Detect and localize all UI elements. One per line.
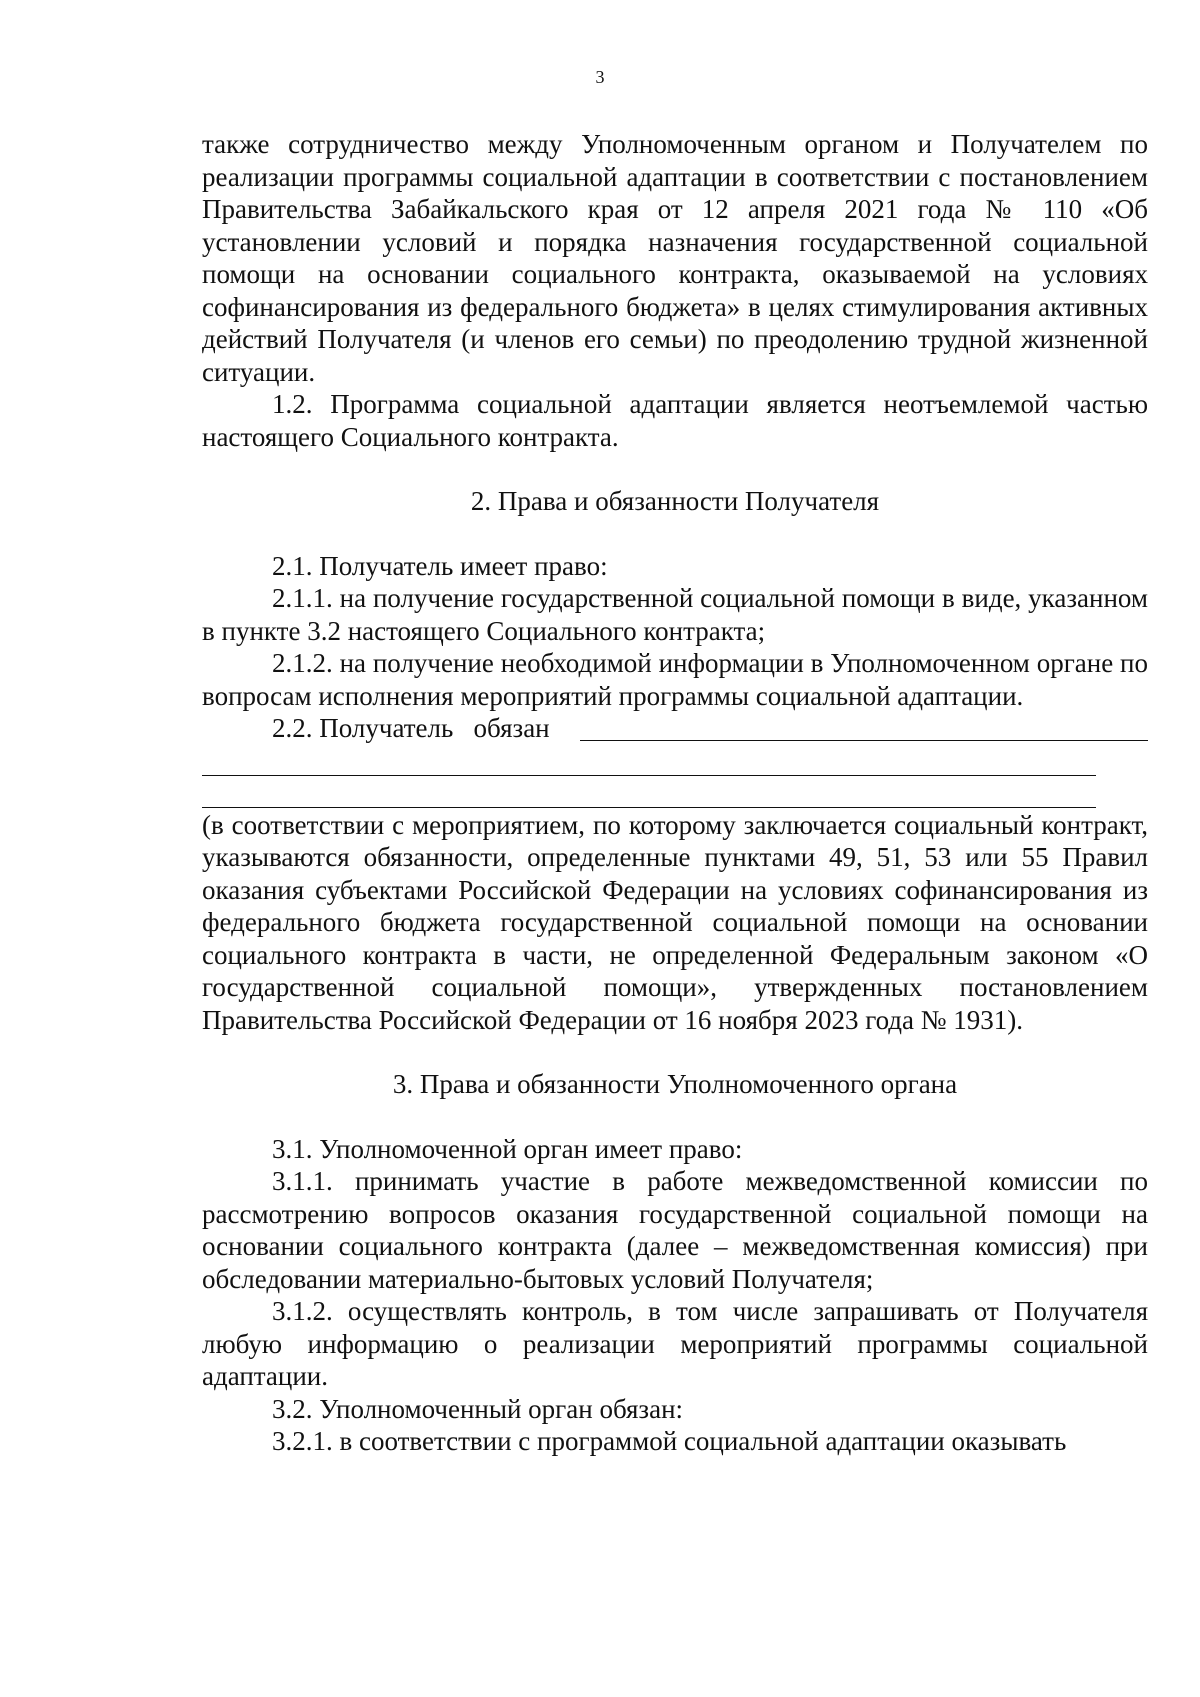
paragraph-2-1-2: 2.1.2. на получение необходимой информации в Уполномоченном органе по вопросам исполнения мероприятий программы социальной адаптации. <box>202 648 1148 711</box>
document-body <box>202 128 1148 1458</box>
paragraph-2-1: 2.1. Получатель имеет право: <box>272 550 608 581</box>
paragraph-2-1-1: 2.1.1. на получение государственной социальной помощи в виде, указанном в пункте 3.2 настоящего Социального контракта; <box>202 583 1148 646</box>
spacer <box>202 1036 1148 1068</box>
section-heading-3: 3. Права и обязанности Уполномоченного органа <box>392 1069 958 1099</box>
paragraph-2-2-row <box>202 712 1148 745</box>
paragraph-1-2: 1.2. Программа социальной адаптации является неотъемлемой частью настоящего Социального контракта. <box>202 389 1148 452</box>
spacer <box>202 518 1148 550</box>
spacer <box>202 453 1148 485</box>
paragraph-3-2: 3.2. Уполномоченный орган обязан: <box>272 1393 684 1424</box>
fill-in-line <box>202 777 1096 808</box>
paragraph-3-1-1: 3.1.1. принимать участие в работе межведомственной комиссии по рассмотрению вопросов оказания государственной социальной помощи на основании социального контракта (далее – межведомственная комиссия) при обследовании материально-бытовых условий Получателя; <box>202 1166 1148 1294</box>
paragraph-3-1: 3.1. Уполномоченной орган имеет право: <box>272 1133 743 1164</box>
spacer <box>202 1101 1148 1133</box>
paragraph-intro: также сотрудничество между Уполномоченным органом и Получателем по реализации программы социальной адаптации в соответствии с постановлением Правительства Забайкальского края от 12 апреля 2021 года № 110 «Об установлении условий и порядка назначения государственной социальной помощи на основании социального контракта, оказываемой на условиях софинансирования из федерального бюджета» в целях стимулирования активных действий Получателя (и членов его семьи) по преодолению трудной жизненной ситуации. <box>202 129 1148 387</box>
paragraph-2-2-label: 2.2. Получатель обязан <box>272 713 550 743</box>
section-heading-2: 2. Права и обязанности Получателя <box>470 486 880 516</box>
paragraph-3-1-2: 3.1.2. осуществлять контроль, в том числе запрашивать от Получателя любую информацию о реализации мероприятий программы социальной адаптации. <box>202 1296 1148 1391</box>
page-number: 3 <box>595 67 605 87</box>
fill-in-line <box>580 714 1148 741</box>
paragraph-2-2-note: (в соответствии с мероприятием, по которому заключается социальный контракт, указываются обязанности, определенные пунктами 49, 51, 53 или 55 Правил оказания субъектами Российской Федерации на условиях софинансирования из федерального бюджета государственной социальной помощи на основании социального контракта в части, не определенной Федеральным законом «О государственной социальной помощи», утвержденных постановлением Правительства Российской Федерации от 16 ноября 2023 года № 1931). <box>202 809 1148 1035</box>
fill-in-line <box>202 745 1096 776</box>
paragraph-3-2-1: 3.2.1. в соответствии с программой социальной адаптации оказывать <box>272 1426 1067 1456</box>
